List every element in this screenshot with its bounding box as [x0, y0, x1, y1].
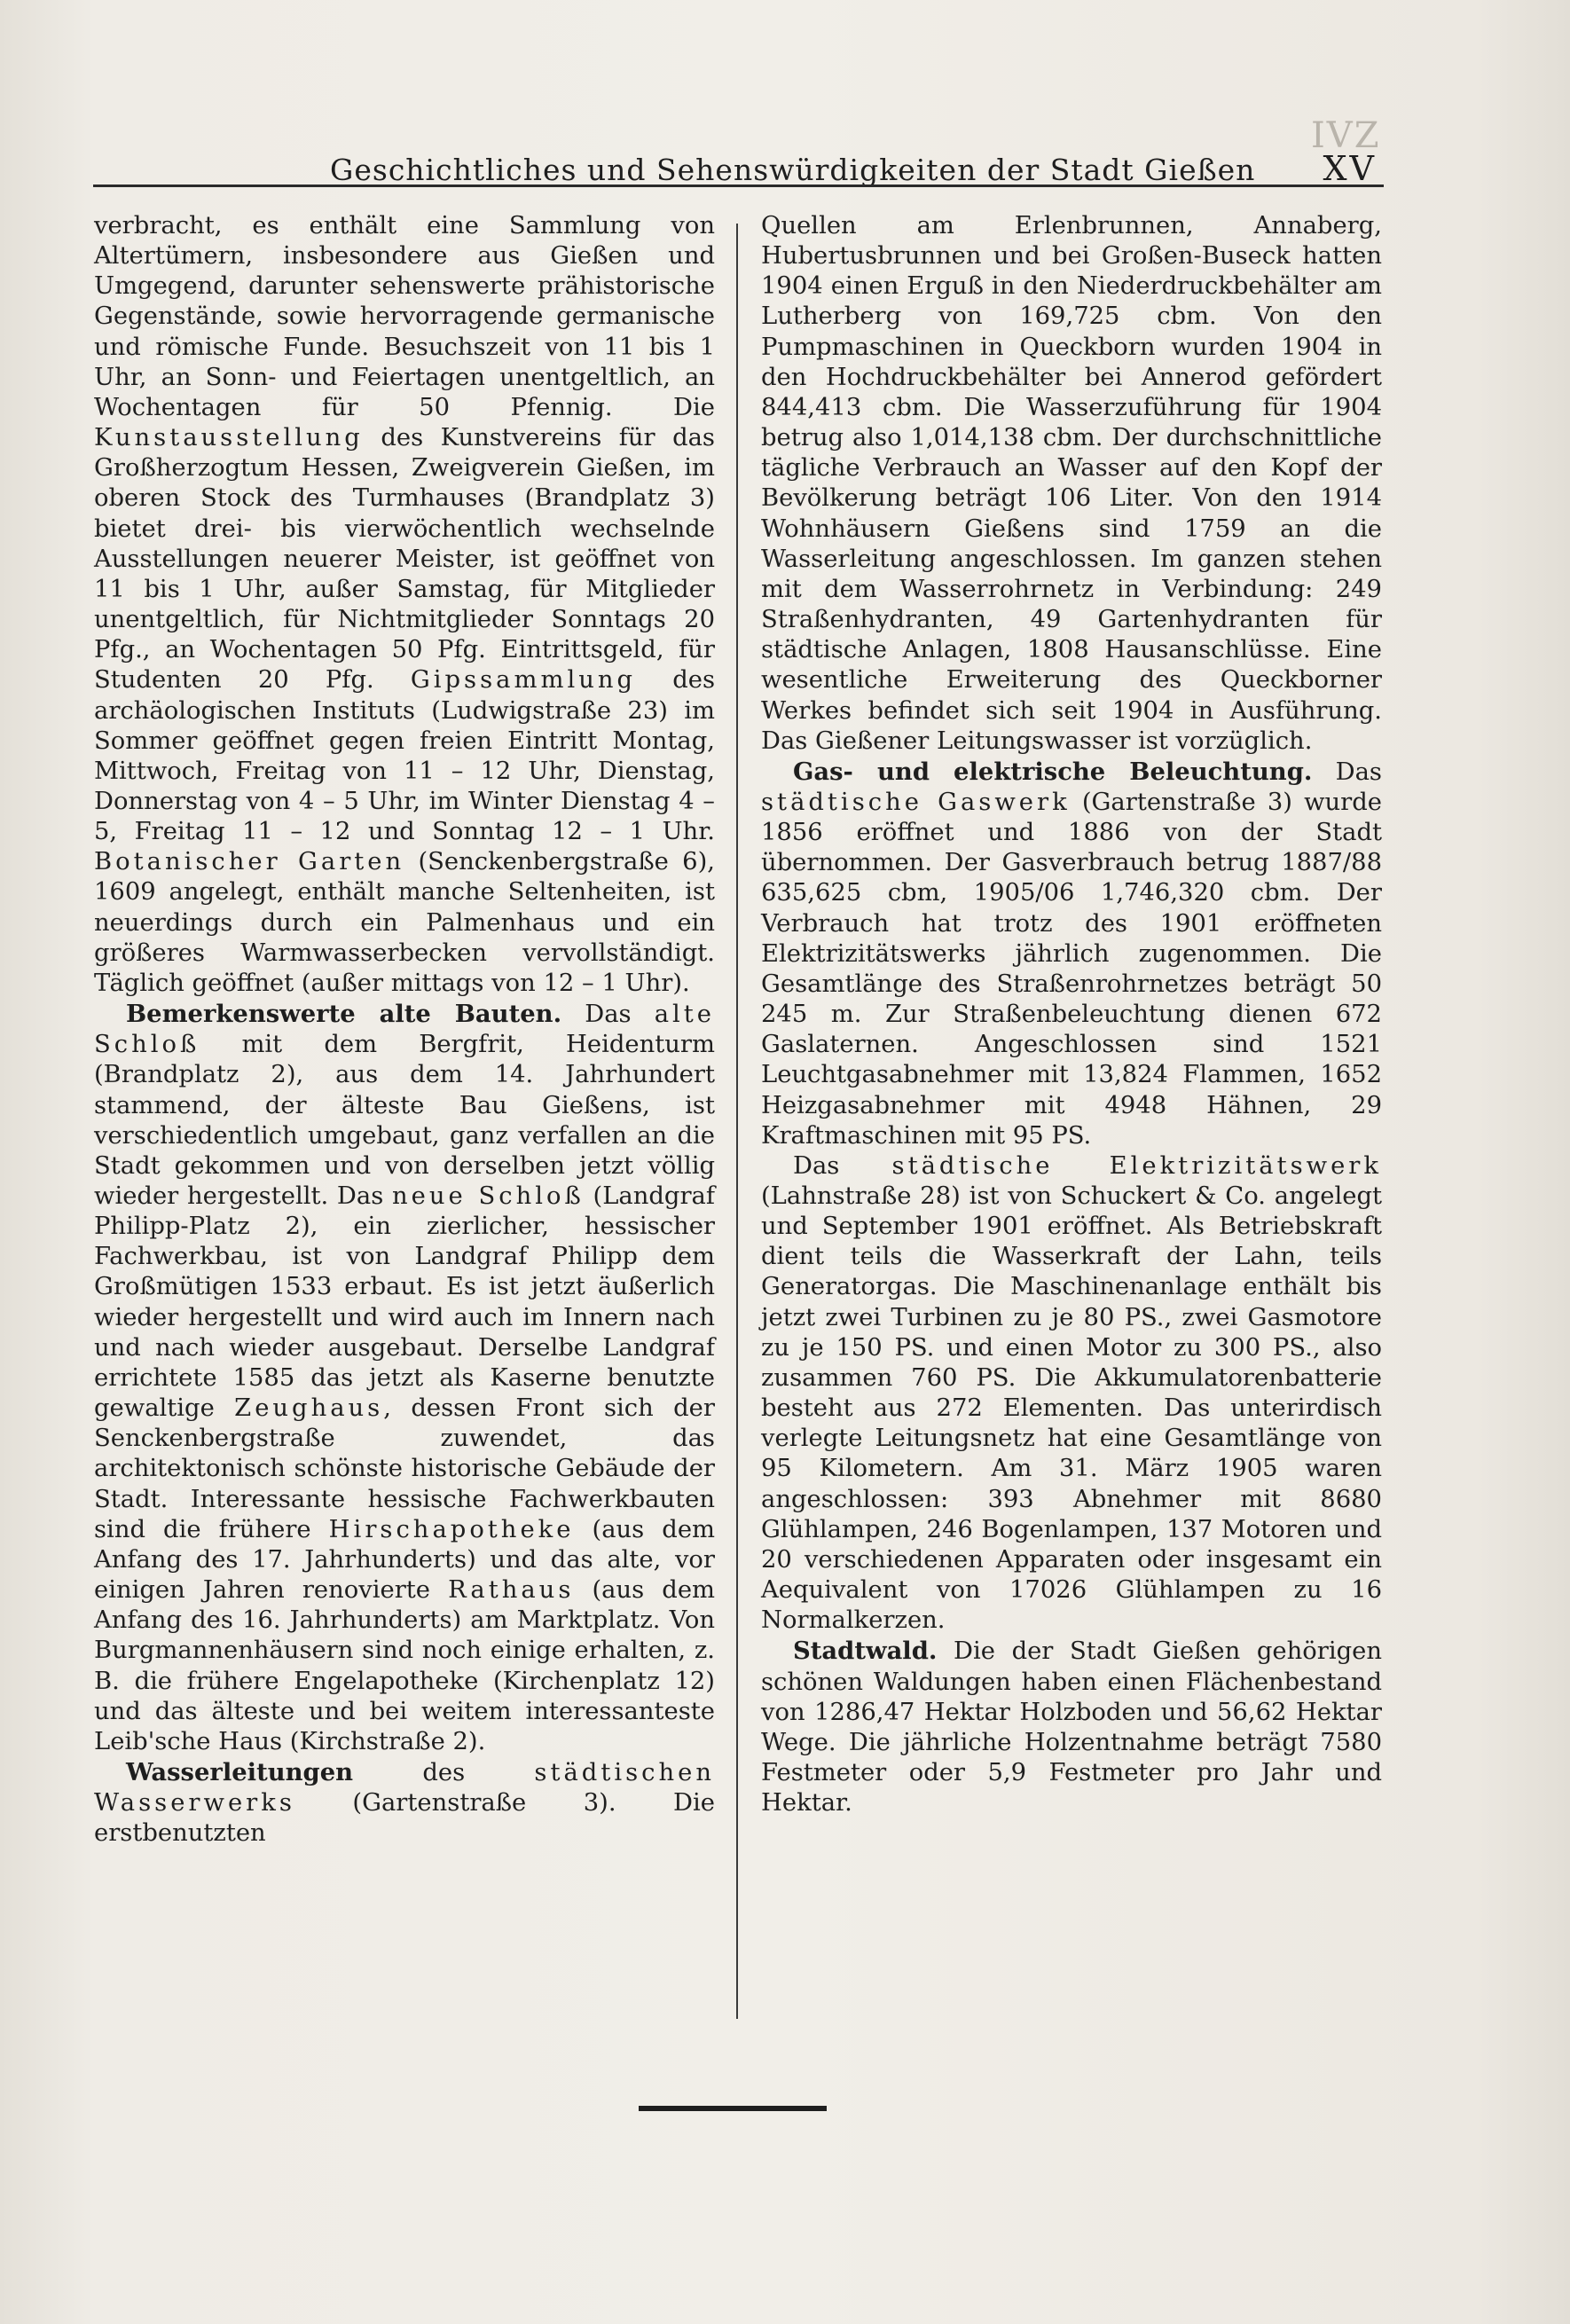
running-title: Geschichtliches und Sehenswürdigkeiten der Stadt Gießen	[330, 153, 1256, 187]
wasserwerk-term: städtischen Wasserwerks	[94, 1758, 715, 1818]
alte-schloss-term: alte Schloß	[94, 1001, 715, 1059]
section-heading: Wasserleitungen	[126, 1757, 354, 1786]
zeughaus-term: Zeughaus	[234, 1394, 384, 1423]
wasserleitungen-paragraph: Wasserleitungen des städtischen Wasserwerks (Gartenstraße 3). Die erstbenutzten	[94, 1757, 715, 1848]
column-divider	[736, 224, 738, 2019]
section-heading: Gas- und elektrische Beleuchtung.	[793, 757, 1313, 786]
page-number: XV	[1323, 149, 1377, 188]
footer-rule	[639, 2106, 827, 2111]
museum-paragraph: verbracht, es enthält eine Sammlung von Altertümern, insbesondere aus Gießen und Umgegend, darunter sehenswerte prähistorische Gegenstände, sowie hervorragende germanische und römische Funde. Besuchszeit von 11 bis 1 Uhr, an Sonn- und Feiertagen unentgeltlich, an Wochentagen für 50 Pfennig. Die Kunstausstellung des Kunstvereins für das Großherzogtum Hessen, Zweigverein Gießen, im oberen Stock des Turmhauses (Brandplatz 3) bietet drei- bis vierwöchentlich wechselnde Ausstellungen neuerer Meister, ist geöffnet von 11 bis 1 Uhr, außer Samstag, für Mitglieder unentgeltlich, für Nichtmitglieder Sonntags 20 Pfg., an Wochentagen 50 Pfg. Eintrittsgeld, für Studenten 20 Pfg. Gipssammlung des archäologischen Instituts (Ludwigstraße 23) im Sommer geöffnet gegen freien Eintritt Montag, Mittwoch, Freitag von 11 – 12 Uhr, Dienstag, Donnerstag von 4 – 5 Uhr, im Winter Dienstag 4 – 5, Freitag 11 – 12 und Sonntag 12 – 1 Uhr. Botanischer Garten (Senckenbergstraße 6), 1609 angelegt, enthält manche Seltenheiten, ist neuerdings durch ein Palmenhaus und ein größeres Warmwasserbecken vervollständigt. Täglich geöffnet (außer mittags von 12 – 1 Uhr).	[94, 212, 715, 997]
gaswerk-term: städtische Gaswerk	[761, 788, 1071, 816]
kunstausstellung-term: Kunstausstellung	[94, 424, 364, 452]
hirschapotheke-term: Hirschapotheke	[328, 1515, 575, 1543]
right-column	[761, 211, 1382, 1818]
gipssammlung-term: Gipssammlung	[410, 666, 637, 695]
elektrizitaetswerk-term: städtische Elektrizitätswerk	[891, 1151, 1382, 1180]
alte-bauten-paragraph: Bemerkenswerte alte Bauten. Das alte Schloß mit dem Bergfrit, Heidenturm (Brandplatz 2), aus dem 14. Jahrhundert stammend, der älteste Bau Gießens, ist verschiedentlich umgebaut, ganz verfallen an die Stadt gekommen und von derselben jetzt völlig wieder hergestellt. Das neue Schloß (Landgraf Philipp-Platz 2), ein zierlicher, hessischer Fachwerkbau, ist von Landgraf Philipp dem Großmütigen 1533 erbaut. Es ist jetzt äußerlich wieder hergestellt und wird auch im Innern nach und nach wieder ausgebaut. Derselbe Landgraf errichtete 1585 das jetzt als Kaserne benutzte gewaltige Zeughaus, dessen Front sich der Senckenbergstraße zuwendet, das architektonisch schönste historische Gebäude der Stadt. Interessante hessische Fachwerkbauten sind die frühere Hirschapotheke (aus dem Anfang des 17. Jahrhunderts) und das alte, vor einigen Jahren renovierte Rathaus (aus dem Anfang des 16. Jahrhunderts) am Marktplatz. Von Burgmannenhäusern sind noch einige erhalten, z. B. die frühere Engelapotheke (Kirchenplatz 12) und das älteste und bei weitem interessanteste Leib'sche Haus (Kirchstraße 2).	[94, 1000, 716, 1755]
wasser-continued-paragraph: Quellen am Erlenbrunnen, Annaberg, Hubertusbrunnen und bei Großen-Buseck hatten 1904 einen Erguß in den Niederdruckbehälter am Lutherberg von 169,725 cbm. Von den Pumpmaschinen in Queckborn wurden 1904 in den Hochdruckbehälter bei Annerod gefördert 844,413 cbm. Die Wasserzuführung für 1904 betrug also 1,014,138 cbm. Der durchschnittliche tägliche Verbrauch an Wasser auf den Kopf der Bevölkerung beträgt 106 Liter. Von den 1914 Wohnhäusern Gießens sind 1759 an die Wasserleitung angeschlossen. Im ganzen stehen mit dem Wasserrohrnetz in Verbindung: 249 Straßenhydranten, 49 Gartenhydranten für städtische Anlagen, 1808 Hausanschlüsse. Eine wesentliche Erweiterung des Queckborner Werkes befindet sich seit 1904 in Ausführung. Das Gießener Leitungswasser ist vorzüglich.	[761, 212, 1382, 755]
section-heading: Bemerkenswerte alte Bauten.	[126, 1000, 562, 1029]
neue-schloss-term: neue Schloß	[392, 1182, 585, 1210]
left-column	[94, 211, 715, 1849]
stadtwald-paragraph: Stadtwald. Die der Stadt Gießen gehörigen schönen Waldungen haben einen Flächenbestand von 1286,47 Hektar Holzboden und 56,62 Hektar Wege. Die jährliche Holzentnahme beträgt 7580 Festmeter oder 5,9 Festmeter pro Jahr und Hektar.	[761, 1637, 1382, 1818]
elektrizitaetswerk-paragraph: Das städtische Elektrizitätswerk (Lahnstraße 28) ist von Schuckert & Co. angelegt und September 1901 eröffnet. Als Betriebskraft dient teils die Wasserkraft der Lahn, teils Generatorgas. Die Maschinenanlage enthält bis jetzt zwei Turbinen zu je 80 PS., zwei Gasmotore zu je 150 PS. und einen Motor zu 300 PS., also zusammen 760 PS. Die Akkumulatorenbatterie besteht aus 272 Elementen. Das unterirdisch verlegte Leitungsnetz hat eine Gesamtlänge von 95 Kilometern. Am 31. März 1905 waren angeschlossen: 393 Abnehmer mit 8680 Glühlampen, 246 Bogenlampen, 137 Motoren und 20 verschiedenen Apparaten oder insgesamt ein Aequivalent von 17026 Glühlampen zu 16 Normalkerzen.	[761, 1151, 1382, 1635]
rathaus-term: Rathaus	[448, 1576, 575, 1605]
gas-paragraph: Gas- und elektrische Beleuchtung. Das städtische Gaswerk (Gartenstraße 3) wurde 1856 eröffnet und 1886 von der Stadt übernommen. Der Gasverbrauch betrug 1887/88 635,625 cbm, 1905/06 1,746,320 cbm. Der Verbrauch hat trotz des 1901 eröffneten Elektrizitätswerks jährlich zugenommen. Die Gesamtlänge des Straßenrohrnetzes beträgt 50 245 m. Zur Straßenbeleuchtung dienen 672 Gaslaternen. Angeschlossen sind 1521 Leuchtgasabnehmer mit 13,824 Flammen, 1652 Heizgasabnehmer mit 4948 Hähnen, 29 Kraftmaschinen mit 95 PS.	[761, 757, 1383, 1150]
botanischer-garten-term: Botanischer Garten	[94, 848, 405, 876]
header-rule	[93, 185, 1384, 187]
section-heading: Stadtwald.	[793, 1637, 938, 1666]
corner-mark: IVZ	[1311, 115, 1381, 156]
